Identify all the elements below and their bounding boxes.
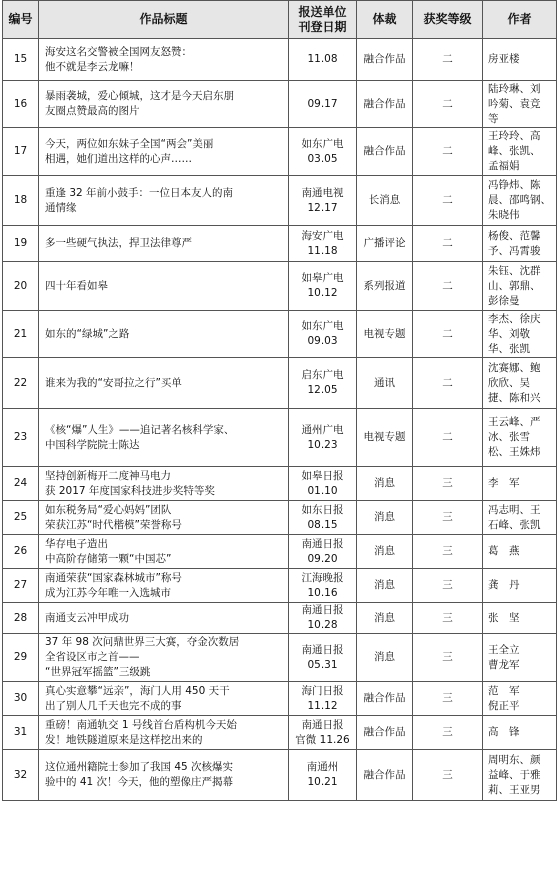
row-number: 21	[3, 311, 39, 358]
row-unit-date: 11.08	[289, 39, 357, 81]
row-author: 龚 丹	[483, 569, 557, 603]
table-row	[3, 467, 557, 501]
table-body	[3, 39, 557, 801]
row-unit-date: 如东日报 08.15	[289, 501, 357, 535]
row-title: 《核“爆”人生》——追记著名核科学家、 中国科学院院士陈达	[39, 409, 289, 467]
row-author: 李 军	[483, 467, 557, 501]
row-unit-date: 如东广电 03.05	[289, 128, 357, 176]
row-award-level: 二	[413, 409, 483, 467]
row-genre: 融合作品	[357, 39, 413, 81]
table-row	[3, 535, 557, 569]
row-title: 南通荣获“国家森林城市”称号 成为江苏今年唯一入选城市	[39, 569, 289, 603]
row-author: 李杰、徐庆 华、刘敬 华、张凯	[483, 311, 557, 358]
row-genre: 电视专题	[357, 409, 413, 467]
row-title: 重磅！南通轨交 1 号线首台盾构机今天始 发！地铁隧道原来是这样挖出来的	[39, 716, 289, 750]
row-award-level: 二	[413, 81, 483, 128]
row-author: 冯志明、王 石峰、张凯	[483, 501, 557, 535]
row-award-level: 三	[413, 535, 483, 569]
awards-table	[2, 0, 557, 801]
row-unit-date: 09.17	[289, 81, 357, 128]
table-row	[3, 409, 557, 467]
row-title: 如东税务局“爱心妈妈”团队 荣获江苏“时代楷模”荣誉称号	[39, 501, 289, 535]
row-award-level: 三	[413, 603, 483, 634]
row-genre: 消息	[357, 535, 413, 569]
row-author: 杨俊、范馨 予、冯霄骏	[483, 226, 557, 262]
row-title: 重逢 32 年前小鼓手：一位日本友人的南 通情缘	[39, 176, 289, 226]
table-row	[3, 226, 557, 262]
row-author: 周明东、颜 益峰、于雅 莉、王亚男	[483, 750, 557, 801]
row-award-level: 三	[413, 682, 483, 716]
row-unit-date: 如东广电 09.03	[289, 311, 357, 358]
header-row	[3, 1, 557, 39]
row-genre: 消息	[357, 634, 413, 682]
table-row	[3, 750, 557, 801]
row-award-level: 二	[413, 311, 483, 358]
table-row	[3, 569, 557, 603]
row-genre: 消息	[357, 569, 413, 603]
row-number: 20	[3, 262, 39, 311]
table-row	[3, 262, 557, 311]
row-author: 朱钰、沈群 山、郭鼎、 彭徐曼	[483, 262, 557, 311]
row-unit-date: 海门日报 11.12	[289, 682, 357, 716]
row-genre: 融合作品	[357, 750, 413, 801]
row-number: 18	[3, 176, 39, 226]
row-number: 23	[3, 409, 39, 467]
row-unit-date: 南通日报 09.20	[289, 535, 357, 569]
row-genre: 系列报道	[357, 262, 413, 311]
row-award-level: 三	[413, 716, 483, 750]
table-row	[3, 358, 557, 409]
row-author: 陆玲琳、刘 吟菊、袁竞 等	[483, 81, 557, 128]
row-number: 19	[3, 226, 39, 262]
row-author: 范 军 倪正平	[483, 682, 557, 716]
table-row	[3, 716, 557, 750]
row-genre: 通讯	[357, 358, 413, 409]
row-unit-date: 南通电视 12.17	[289, 176, 357, 226]
row-genre: 融合作品	[357, 682, 413, 716]
row-genre: 消息	[357, 467, 413, 501]
row-author: 王云峰、严 冰、张雪 松、王姝炜	[483, 409, 557, 467]
row-unit-date: 启东广电 12.05	[289, 358, 357, 409]
row-number: 22	[3, 358, 39, 409]
row-title: 多一些硬气执法，捍卫法律尊严	[39, 226, 289, 262]
row-title: 四十年看如皋	[39, 262, 289, 311]
row-author: 葛 燕	[483, 535, 557, 569]
table-row	[3, 682, 557, 716]
row-genre: 融合作品	[357, 128, 413, 176]
row-number: 26	[3, 535, 39, 569]
row-award-level: 三	[413, 569, 483, 603]
row-award-level: 三	[413, 467, 483, 501]
table-row	[3, 603, 557, 634]
row-author: 王全立 曹龙军	[483, 634, 557, 682]
row-genre: 长消息	[357, 176, 413, 226]
row-number: 31	[3, 716, 39, 750]
row-author: 高 锋	[483, 716, 557, 750]
row-award-level: 二	[413, 39, 483, 81]
row-number: 29	[3, 634, 39, 682]
row-author: 张 坚	[483, 603, 557, 634]
row-number: 28	[3, 603, 39, 634]
row-award-level: 二	[413, 128, 483, 176]
header-no: 编号	[3, 1, 39, 39]
table-row	[3, 39, 557, 81]
row-award-level: 二	[413, 226, 483, 262]
row-number: 16	[3, 81, 39, 128]
row-number: 27	[3, 569, 39, 603]
row-genre: 消息	[357, 501, 413, 535]
row-award-level: 二	[413, 262, 483, 311]
table-row	[3, 176, 557, 226]
row-unit-date: 南通日报 官微 11.26	[289, 716, 357, 750]
row-title: 真心实意攀“远亲”，海门人用 450 天干 出了别人几千天也完不成的事	[39, 682, 289, 716]
row-author: 沈赛娜、鲍 欣欣、吴 捷、陈和兴	[483, 358, 557, 409]
row-title: 37 年 98 次问鼎世界三大赛，夺金次数居 全省设区市之首—— “世界冠军摇篮”三级跳	[39, 634, 289, 682]
table-row	[3, 311, 557, 358]
row-unit-date: 通州广电 10.23	[289, 409, 357, 467]
row-number: 32	[3, 750, 39, 801]
header-level: 获奖等级	[413, 1, 483, 39]
row-unit-date: 南通日报 10.28	[289, 603, 357, 634]
row-genre: 电视专题	[357, 311, 413, 358]
table-row	[3, 128, 557, 176]
row-award-level: 三	[413, 634, 483, 682]
row-title: 海安这名交警被全国网友怒赞： 他不就是李云龙嘛！	[39, 39, 289, 81]
row-author: 房亚楼	[483, 39, 557, 81]
row-award-level: 三	[413, 501, 483, 535]
table-row	[3, 81, 557, 128]
row-number: 17	[3, 128, 39, 176]
row-title: 今天，两位如东妹子全国“两会”美丽 相遇，她们道出这样的心声……	[39, 128, 289, 176]
header-title: 作品标题	[39, 1, 289, 39]
row-award-level: 二	[413, 358, 483, 409]
row-number: 30	[3, 682, 39, 716]
table-row	[3, 634, 557, 682]
row-title: 这位通州籍院士参加了我国 45 次核爆实 验中的 41 次！今天，他的塑像庄严揭幕	[39, 750, 289, 801]
row-genre: 融合作品	[357, 81, 413, 128]
row-title: 谁来为我的“安哥拉之行”买单	[39, 358, 289, 409]
header-genre: 体裁	[357, 1, 413, 39]
row-title: 如东的“绿城”之路	[39, 311, 289, 358]
row-author: 冯铮炜、陈 晨、邵鸣钢、 朱晓伟	[483, 176, 557, 226]
row-award-level: 三	[413, 750, 483, 801]
header-author: 作者	[483, 1, 557, 39]
row-unit-date: 南通州 10.21	[289, 750, 357, 801]
row-genre: 消息	[357, 603, 413, 634]
table-row	[3, 501, 557, 535]
header-unit: 报送单位 刊登日期	[289, 1, 357, 39]
row-number: 25	[3, 501, 39, 535]
row-unit-date: 江海晚报 10.16	[289, 569, 357, 603]
row-title: 华存电子造出 中高阶存储第一颗“中国芯”	[39, 535, 289, 569]
row-unit-date: 南通日报 05.31	[289, 634, 357, 682]
row-unit-date: 如皋广电 10.12	[289, 262, 357, 311]
row-title: 坚持创新梅开二度神马电力 获 2017 年度国家科技进步奖特等奖	[39, 467, 289, 501]
row-author: 王玲玲、高 峰、张凯、 孟福娟	[483, 128, 557, 176]
row-unit-date: 海安广电 11.18	[289, 226, 357, 262]
row-title: 南通支云冲甲成功	[39, 603, 289, 634]
row-award-level: 二	[413, 176, 483, 226]
row-genre: 广播评论	[357, 226, 413, 262]
row-number: 15	[3, 39, 39, 81]
row-genre: 融合作品	[357, 716, 413, 750]
row-unit-date: 如皋日报 01.10	[289, 467, 357, 501]
row-number: 24	[3, 467, 39, 501]
row-title: 暴雨袭城，爱心倾城，这才是今天启东朋 友圈点赞最高的图片	[39, 81, 289, 128]
